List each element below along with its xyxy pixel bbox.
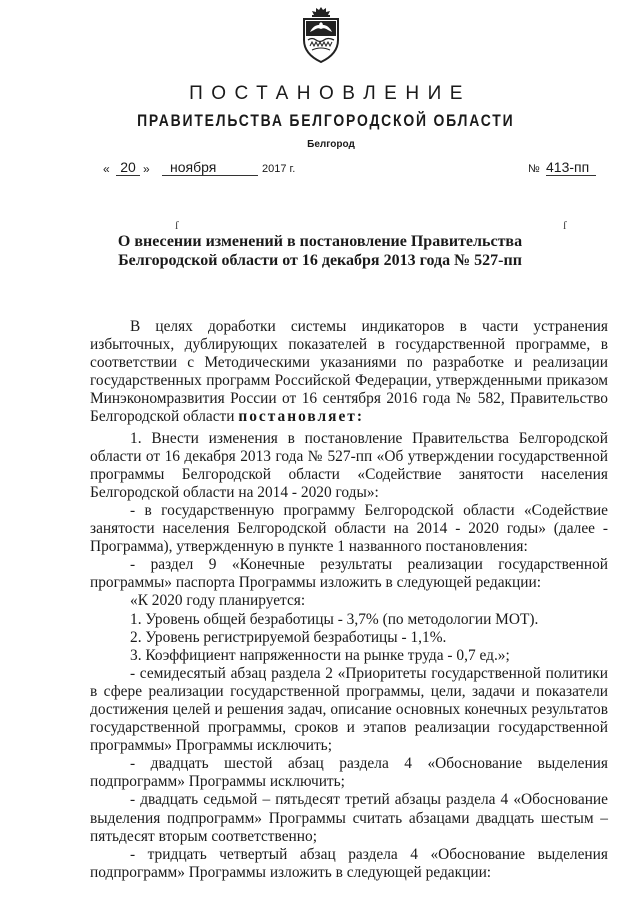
paragraph-plan-2: 2. Уровень регистрируемой безработицы - 1,1%. (130, 628, 447, 646)
city-label: Белгород (307, 139, 355, 150)
decree-keyword: постановляет: (238, 408, 364, 426)
document-title (0, 232, 640, 270)
paragraph-section-9: - раздел 9 «Конечные результаты реализации государственной программы» паспорта Программы изложить в следующей редакции: (90, 556, 608, 592)
date-year: 2017 г. (262, 163, 296, 175)
paragraph-plan-3: 3. Коэффициент напряженности на рынке труда - 0,7 ед.»; (130, 646, 510, 664)
title-line-1: О внесении изменений в постановление Правительства (117, 233, 523, 250)
document-number: 413-пп (546, 159, 596, 176)
paragraph-section-4-renumber: - двадцать седьмой – пятьдесят третий абзацы раздела 4 «Обоснование выделения подпрограмм» Программы считать абзацами двадцать шестым – пятьдесят вторым соответственно; (90, 791, 608, 845)
paragraph-plan-1: 1. Уровень общей безработицы - 3,7% (по методологии МОТ). (130, 610, 539, 628)
issuing-authority-heading: ПРАВИТЕЛЬСТВА БЕЛГОРОДСКОЙ ОБЛАСТИ (137, 111, 515, 130)
date-quote-open: « (103, 162, 110, 176)
corner-mark-left: ſ (175, 218, 179, 232)
date-number-line (0, 159, 640, 181)
document-body (90, 318, 608, 882)
paragraph-preamble (90, 318, 608, 427)
title-line-2: Белгородской области от 16 декабря 2013 года № 527-пп (118, 252, 522, 269)
paragraph-program-changes: - в государственную программу Белгородской области «Содействие занятости населения Белгородской области на 2014 - 2020 годы» (далее - Программа), утвержденную в пункте 1 названного постановления: (90, 501, 608, 556)
date-quote-close: » (143, 162, 150, 176)
paragraph-item-1: 1. Внести изменения в постановление Правительства Белгородской области от 16 декабря 2013 года № 527-пп «Об утверждении государственной программы Белгородской области «Содействие занятости населения Белгородской области на 2014 - 2020 годы»: (90, 429, 608, 501)
paragraph-section-2: - семидесятый абзац раздела 2 «Приоритеты государственной политики в сфере реализации государственной программы, цели, задачи и показатели достижения целей и решения задач, описание основных конечных результатов государственной программы, сроков и этапов реализации государственной программы» Программы исключить; (90, 664, 608, 755)
preamble-text: В целях доработки системы индикаторов в части устранения избыточных, дублирующих показателей в государственной программе, в соответствии с Методическими указаниями по разработке и реализации государственных программ Российской Федерации, утвержденными приказом Минэкономразвития России от 16 сентября 2016 года № 582, Правительство Белгородской области (90, 318, 608, 426)
paragraph-section-4-34: - тридцать четвертый абзац раздела 4 «Обоснование выделения подпрограмм» Программы изложить в следующей редакции: (90, 845, 608, 881)
corner-mark-right: ſ (563, 218, 567, 232)
document-number-label: № (528, 163, 540, 175)
date-month: ноября (162, 159, 258, 176)
document-type-heading: ПОСТАНОВЛЕНИЕ (189, 83, 471, 104)
paragraph-section-4-26: - двадцать шестой абзац раздела 4 «Обоснование выделения подпрограмм» Программы исключить; (90, 755, 608, 791)
date-day: 20 (116, 159, 140, 176)
coat-of-arms-emblem (300, 6, 342, 64)
paragraph-plan-intro: «К 2020 году планируется: (130, 592, 306, 610)
